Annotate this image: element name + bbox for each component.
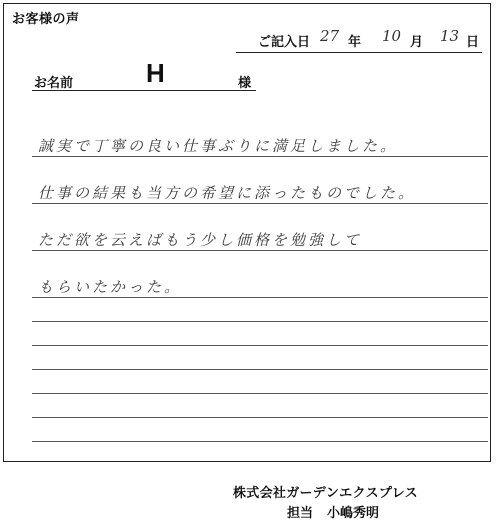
comment-line: 誠実で丁寧の良い仕事ぶりに満足しました。 xyxy=(38,137,399,155)
comment-line: もらいたかった。 xyxy=(38,278,183,296)
name-honorific: 様 xyxy=(238,76,252,91)
ruled-line xyxy=(32,250,488,251)
ruled-line xyxy=(32,441,488,442)
comment-line: ただ欲を云えばもう少し価格を勉強して xyxy=(38,231,363,249)
date-label: ご記入日 xyxy=(258,35,311,50)
ruled-line xyxy=(32,321,488,322)
ruled-line xyxy=(32,417,488,418)
customer-name: H xyxy=(146,58,165,88)
ruled-line xyxy=(32,203,488,204)
form-title: お客様の声 xyxy=(12,12,80,27)
ruled-line xyxy=(32,297,488,298)
ruled-line xyxy=(32,369,488,370)
staff-name: 小嶋秀明 xyxy=(327,506,380,521)
name-label: お名前 xyxy=(34,76,74,91)
date-day: 13 xyxy=(440,27,460,45)
date-month: 10 xyxy=(382,27,402,45)
date-year-unit: 年 xyxy=(348,35,362,50)
company-name: 株式会社ガーデンエクスプレス xyxy=(233,486,418,501)
comment-line: 仕事の結果も当方の希望に添ったものでした。 xyxy=(38,184,417,202)
ruled-line xyxy=(32,393,488,394)
customer-name-row xyxy=(32,58,256,91)
date-day-unit: 日 xyxy=(466,35,480,50)
entry-date-row xyxy=(236,28,482,53)
date-year: 27 xyxy=(320,27,340,45)
ruled-line xyxy=(32,156,488,157)
staff-in-charge xyxy=(287,502,379,521)
ruled-line xyxy=(32,345,488,346)
customer-voice-card xyxy=(3,3,491,462)
date-month-unit: 月 xyxy=(410,35,424,50)
staff-role: 担当 xyxy=(287,506,314,521)
